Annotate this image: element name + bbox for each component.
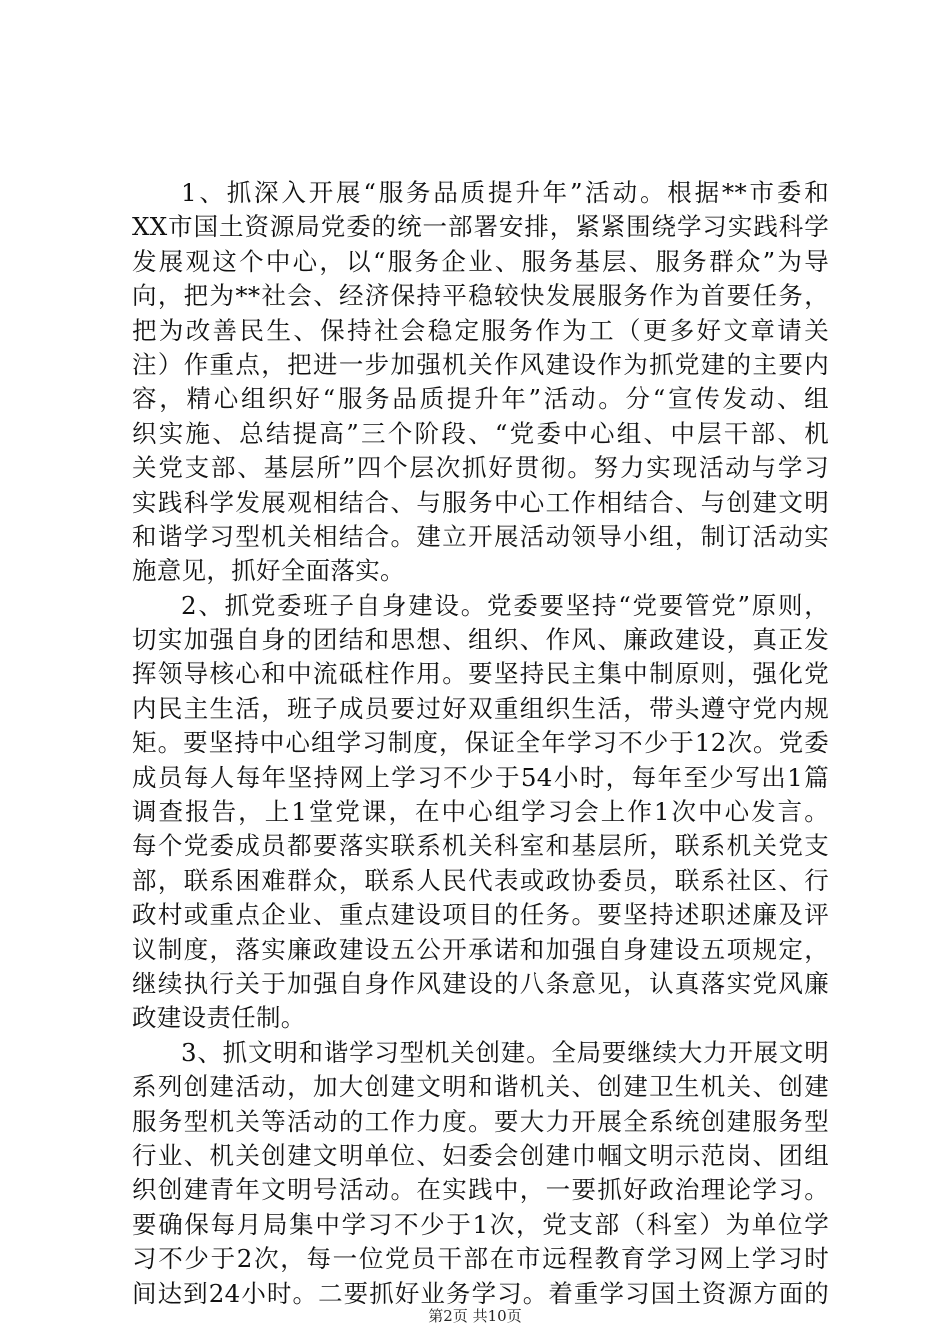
paragraph-2-line-2: 切实加强自身的团结和思想、组织、作风、廉政建设，真正发 bbox=[132, 625, 829, 655]
paragraph-1-line-8: 织实施、总结提高”三个阶段、“党委中心组、中层干部、机 bbox=[132, 418, 829, 448]
paragraph-1-line-4: 向，把为**社会、经济保持平稳较快发展服务作为首要任务， bbox=[132, 281, 829, 311]
paragraph-3-line-6: 要确保每月局集中学习不少于1次，党支部（科室）为单位学 bbox=[132, 1209, 829, 1239]
paragraph-3-line-4: 行业、机关创建文明单位、妇委会创建巾帼文明示范岗、团组 bbox=[132, 1140, 829, 1170]
paragraph-1-line-6: 注）作重点，把进一步加强机关作风建设作为抓党建的主要内 bbox=[132, 349, 829, 379]
page-number-footer: 第2页 共10页 bbox=[428, 1307, 522, 1325]
paragraph-3-line-5: 织创建青年文明号活动。在实践中，一要抓好政治理论学习。 bbox=[132, 1175, 829, 1205]
paragraph-1-line-1: 1、抓深入开展“服务品质提升年”活动。根据**市委和 bbox=[181, 178, 829, 207]
document-body bbox=[132, 176, 829, 1311]
paragraph-3-line-8: 间达到24小时。二要抓好业务学习。着重学习国土资源方面的 bbox=[132, 1278, 829, 1308]
paragraph-1-line-12: 施意见，抓好全面落实。 bbox=[132, 556, 405, 586]
paragraph-1-line-7: 容，精心组织好“服务品质提升年”活动。分“宣传发动、组 bbox=[132, 384, 829, 414]
paragraph-2-line-5: 矩。要坚持中心组学习制度，保证全年学习不少于12次。党委 bbox=[132, 728, 829, 758]
paragraph-2-line-7: 调查报告，上1堂党课，在中心组学习会上作1次中心发言。 bbox=[132, 797, 829, 827]
paragraph-2-line-8: 每个党委成员都要落实联系机关科室和基层所，联系机关党支 bbox=[132, 831, 829, 861]
paragraph-2-line-12: 继续执行关于加强自身作风建设的八条意见，认真落实党风廉 bbox=[132, 968, 829, 998]
paragraph-1-line-2: XX市国土资源局党委的统一部署安排，紧紧围绕学习实践科学 bbox=[132, 212, 829, 242]
paragraph-3-line-1: 3、抓文明和谐学习型机关创建。全局要继续大力开展文明 bbox=[181, 1037, 829, 1067]
paragraph-3-line-7: 习不少于2次，每一位党员干部在市远程教育学习网上学习时 bbox=[132, 1244, 829, 1274]
paragraph-2-line-11: 议制度，落实廉政建设五公开承诺和加强自身建设五项规定， bbox=[132, 934, 829, 964]
paragraph-1-line-11: 和谐学习型机关相结合。建立开展活动领导小组，制订活动实 bbox=[132, 521, 829, 551]
paragraph-3-line-3: 服务型机关等活动的工作力度。要大力开展全系统创建服务型 bbox=[132, 1106, 829, 1136]
paragraph-2-line-1: 2、抓党委班子自身建设。党委要坚持“党要管党”原则， bbox=[181, 590, 829, 620]
paragraph-1-line-5: 把为改善民生、保持社会稳定服务作为工（更多好文章请关 bbox=[132, 315, 829, 345]
paragraph-2-line-13: 政建设责任制。 bbox=[132, 1003, 306, 1033]
paragraph-1-line-9: 关党支部、基层所”四个层次抓好贯彻。努力实现活动与学习 bbox=[132, 453, 829, 483]
paragraph-2-line-10: 政村或重点企业、重点建设项目的任务。要坚持述职述廉及评 bbox=[132, 900, 829, 930]
paragraph-1-line-10: 实践科学发展观相结合、与服务中心工作相结合、与创建文明 bbox=[132, 487, 829, 517]
paragraph-3-line-2: 系列创建活动，加大创建文明和谐机关、创建卫生机关、创建 bbox=[132, 1072, 829, 1102]
paragraph-2-line-9: 部，联系困难群众，联系人民代表或政协委员，联系社区、行 bbox=[132, 865, 829, 895]
paragraph-1-line-3: 发展观这个中心，以“服务企业、服务基层、服务群众”为导 bbox=[132, 246, 829, 276]
paragraph-2-line-3: 挥领导核心和中流砥柱作用。要坚持民主集中制原则，强化党 bbox=[132, 659, 829, 689]
paragraph-2-line-6: 成员每人每年坚持网上学习不少于54小时，每年至少写出1篇 bbox=[132, 762, 829, 792]
paragraph-2-line-4: 内民主生活，班子成员要过好双重组织生活，带头遵守党内规 bbox=[132, 693, 829, 723]
